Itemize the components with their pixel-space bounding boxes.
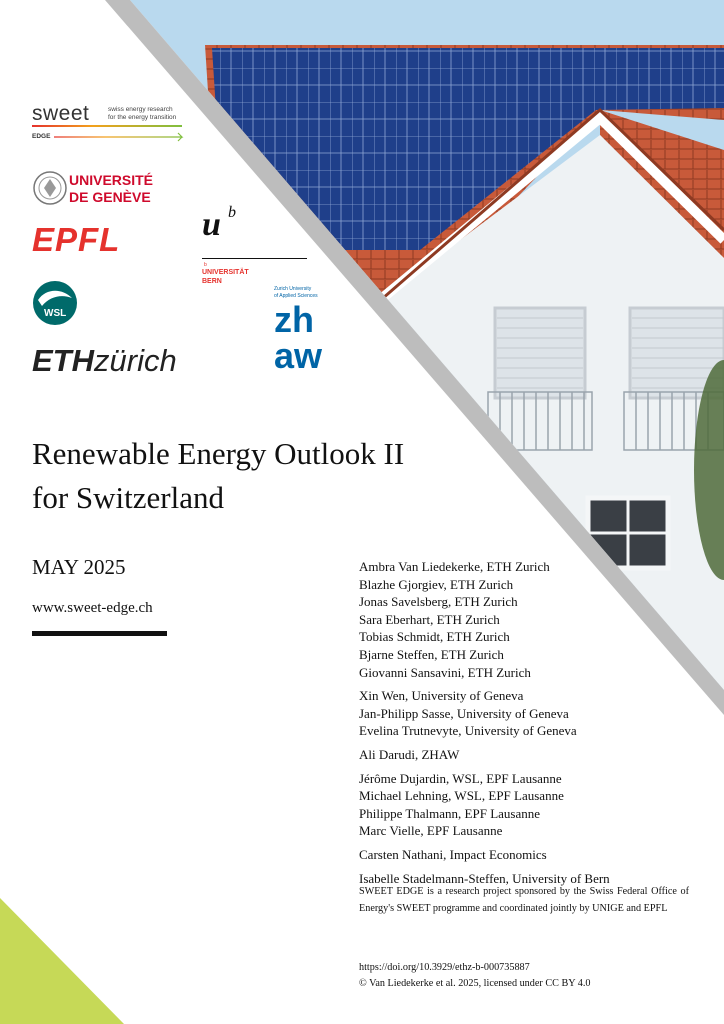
zhaw-logo [274,286,354,380]
author-entry: Sara Eberhart, ETH Zurich [359,611,500,627]
author-group [359,746,610,764]
author-entry: Michael Lehning, WSL, EPF Lausanne [359,788,564,804]
zhaw-bottom: aw [274,335,323,376]
unige-line-2: DE GENÈVE [69,189,151,205]
unibe-small-b: b [204,262,207,268]
publication-date: MAY 2025 [32,555,126,579]
sweet-tagline-1: swiss energy research [108,106,173,113]
eth-light: zürich [94,343,177,378]
wsl-logo [32,280,78,326]
author-entry: Ambra Van Liedekerke, ETH Zurich [359,559,550,574]
sweet-edge-label: EDGE [32,133,51,140]
author-entry: Ali Darudi, ZHAW [359,746,460,762]
green-corner [0,898,124,1024]
unige-seal-icon [32,170,68,206]
author-group [359,846,610,864]
author-entry: Carsten Nathani, Impact Economics [359,846,547,862]
author-entry: Philippe Thalmann, EPF Lausanne [359,805,541,821]
author-group [359,558,610,681]
doi-link[interactable]: https://doi.org/10.3929/ethz-b-000735887 [359,962,530,973]
author-group [359,770,610,840]
wsl-emblem-icon [32,280,78,326]
author-entry: Jonas Savelsberg, ETH Zurich [359,594,518,610]
unibe-rule [202,258,307,259]
eth-bold: ETH [32,343,94,378]
eth-logo [32,343,177,379]
zhaw-top: zh [274,299,314,340]
unibe-sup: b [228,204,236,221]
report-title [32,432,404,520]
license-line: © Van Liedekerke et al. 2025, licensed under CC BY 4.0 [359,978,591,989]
author-entry: Jan-Philipp Sasse, University of Geneva [359,705,569,721]
unibe-line-1: UNIVERSITÄT [202,269,249,276]
unige-logo [32,170,172,210]
author-entry: Isabelle Stadelmann-Steffen, University of Bern [359,870,610,886]
author-entry: Jérôme Dujardin, WSL, EPF Lausanne [359,770,562,786]
wsl-label: WSL [44,308,67,319]
author-entry: Marc Vielle, EPF Lausanne [359,823,503,839]
title-line-1: Renewable Energy Outlook II [32,436,405,471]
website-link[interactable]: www.sweet-edge.ch [32,600,153,616]
epfl-logo: EPFL [32,221,121,258]
unibe-logo [202,206,312,286]
author-entry: Giovanni Sansavini, ETH Zurich [359,664,531,680]
unibe-line-2: BERN [202,278,222,285]
author-entry: Bjarne Steffen, ETH Zurich [359,646,504,662]
zhaw-tagline-1: Zurich University [274,286,312,292]
url-underline-bar [32,631,167,636]
author-group [359,687,610,740]
window-left [495,308,585,398]
author-entry: Blazhe Gjorgiev, ETH Zurich [359,576,514,592]
author-entry: Xin Wen, University of Geneva [359,688,524,704]
author-entry: Tobias Schmidt, ETH Zurich [359,629,510,645]
sweet-wordmark: sweet [32,102,90,125]
author-entry: Evelina Trutnevyte, University of Geneva [359,723,577,739]
author-list [359,558,610,893]
sweet-tagline-2: for the energy transition [108,114,177,121]
zhaw-tagline-2: of Applied Sciences [274,293,318,299]
title-line-2: for Switzerland [32,480,224,515]
unige-line-1: UNIVERSITÉ [69,172,154,188]
sponsor-note: SWEET EDGE is a research project sponsored by the Swiss Federal Office of Energy's SWEET programme and coordinated jointly by UNIGE and EPFL [359,886,689,914]
unibe-mark: u [202,206,221,243]
sweet-edge-logo [32,104,192,150]
